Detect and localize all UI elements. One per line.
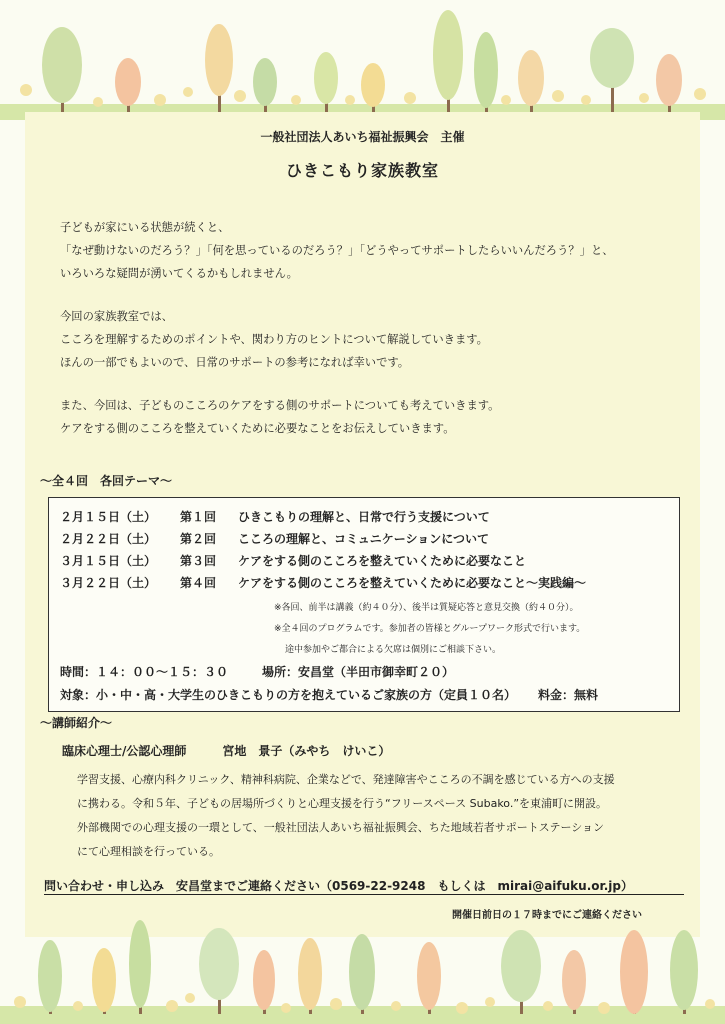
time-place-row xyxy=(60,663,454,680)
trees-footer-decoration xyxy=(0,914,725,1024)
intro-paragraph xyxy=(60,216,614,285)
schedule-note: 途中参加やご都合による欠席は個別にご相談下さい。 xyxy=(285,645,502,655)
session-row xyxy=(60,508,490,525)
paragraph-line: ほんの一部でもよいので、日常のサポートの参考になれば幸いです。 xyxy=(60,356,410,369)
organizer-line: 一般社団法人あいち福祉振興会 主催 xyxy=(260,130,465,144)
paragraph-line: 今回の家族教室では、 xyxy=(60,310,173,323)
paragraph-line: 「なぜ動けないのだろう？」「何を思っているのだろう？」「どうやってサポートしたらいいんだろう？」と、 xyxy=(60,244,614,257)
session-theme: ケアをする側のこころを整えていくために必要なこと xyxy=(238,554,527,568)
session-date: ２月２２日（土） xyxy=(60,532,157,546)
paragraph-line: 子どもが家にいる状態が続くと、 xyxy=(60,221,230,234)
lecturer-heading: ～講師紹介～ xyxy=(40,716,113,730)
bio-line: に携わる。令和５年、子どもの居場所づくりと心理支援を行う“フリースペース Subako.”を東浦町に開設。 xyxy=(77,797,608,810)
target-fee-row xyxy=(60,686,598,703)
bio-line: 学習支援、心療内科クリニック、精神科病院、企業などで、発達障害やこころの不調を感じている方への支援 xyxy=(77,773,615,786)
session-number: 第１回 xyxy=(180,510,217,524)
session-row xyxy=(60,574,586,591)
paragraph-line: ケアをする側のこころを整えていくために必要なことをお伝えしていきます。 xyxy=(60,422,455,435)
paragraph-line: いろいろな疑問が湧いてくるかもしれません。 xyxy=(60,267,298,280)
schedule-note: ※全４回のプログラムです。参加者の皆様とグループワーク形式で行います。 xyxy=(274,624,586,634)
time-label: 時間：１４：００～１５：３０ xyxy=(60,665,229,679)
paragraph-line: こころを理解するためのポイントや、関わり方のヒントについて解説していきます。 xyxy=(60,333,488,346)
bio-line: にて心理相談を行っている。 xyxy=(77,845,220,858)
deadline-note: 開催日前日の１７時までにご連絡ください xyxy=(452,910,642,921)
page-title: ひきこもり家族教室 xyxy=(285,161,439,180)
session-date: ２月１５日（土） xyxy=(60,510,157,524)
contact-line: 問い合わせ・申し込み 安昌堂までご連絡ください（0569-22-9248 もしくは mirai@aifuku.or.jp） xyxy=(44,877,684,895)
session-number: 第２回 xyxy=(180,532,217,546)
session-number: 第４回 xyxy=(180,576,217,590)
session-number: 第３回 xyxy=(180,554,217,568)
bio-line: 外部機関での心理支援の一環として、一般社団法人あいち福祉振興会、ちた地域若者サポートステーション xyxy=(77,821,605,834)
session-theme: ひきこもりの理解と、日常で行う支援について xyxy=(238,510,490,524)
lecturer-bio xyxy=(77,768,615,864)
care-paragraph xyxy=(60,394,499,440)
lecturer-title: 臨床心理士/公認心理師 xyxy=(62,744,187,758)
target-label: 対象：小・中・高・大学生のひきこもりの方を抱えているご家族の方（定員１０名） xyxy=(60,688,517,702)
session-row xyxy=(60,552,526,569)
lecturer-line xyxy=(62,742,390,759)
session-date: ３月１５日（土） xyxy=(60,554,157,568)
session-date: ３月２２日（土） xyxy=(60,576,157,590)
themes-heading: ～全４回 各回テーマ～ xyxy=(40,474,173,488)
session-row xyxy=(60,530,489,547)
schedule-note: ※各回、前半は講義（約４０分）、後半は質疑応答と意見交換（約４０分）。 xyxy=(274,603,579,613)
paragraph-line: また、今回は、子どものこころのケアをする側のサポートについても考えていきます。 xyxy=(60,399,500,412)
session-theme: こころの理解と、コミュニケーションについて xyxy=(238,532,490,546)
trees-header-decoration xyxy=(0,0,725,120)
program-paragraph xyxy=(60,305,488,374)
session-theme: ケアをする側のこころを整えていくために必要なこと～実践編～ xyxy=(238,576,587,590)
lecturer-name: 宮地 景子（みやち けいこ） xyxy=(222,744,391,758)
place-label: 場所：安昌堂（半田市御幸町２０） xyxy=(262,665,455,679)
fee-label: 料金：無料 xyxy=(538,688,599,702)
